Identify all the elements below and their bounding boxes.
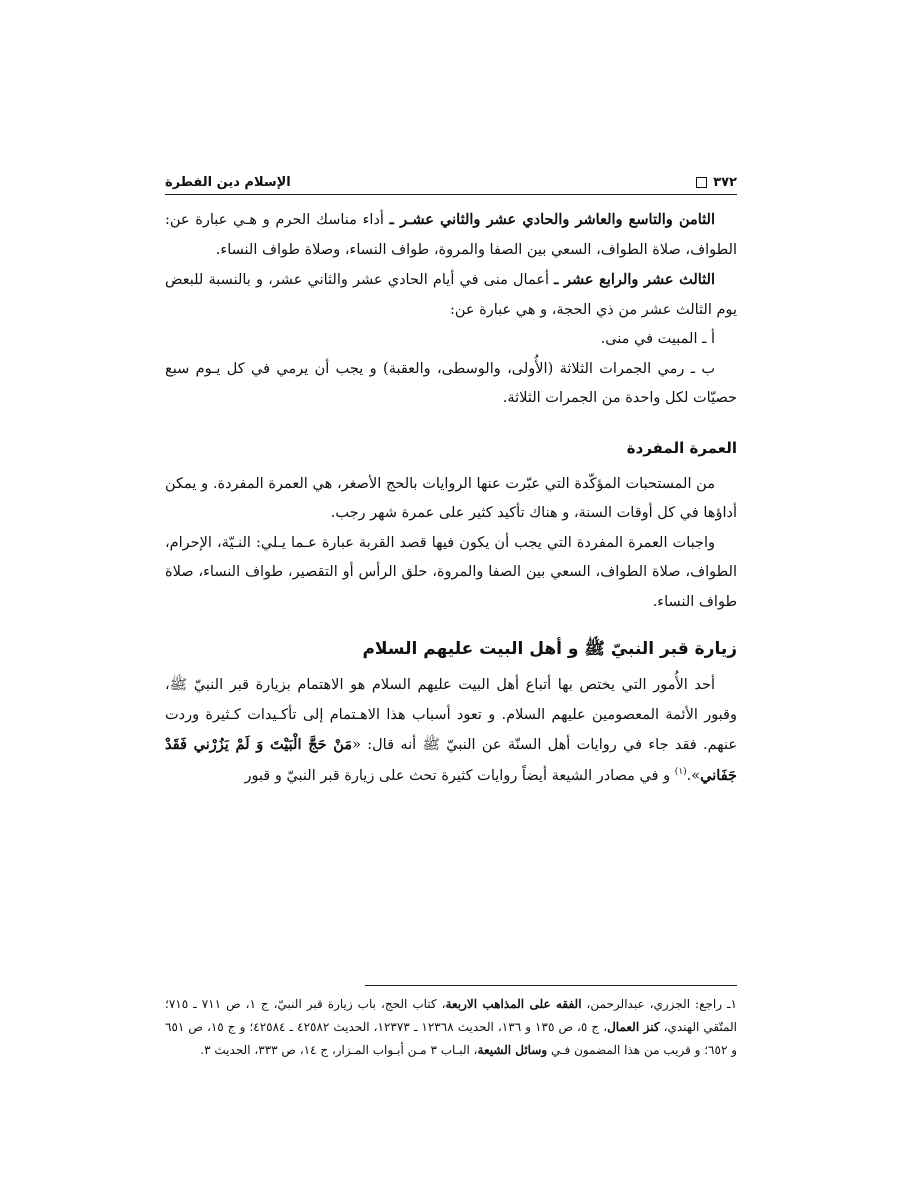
- footnote-book-title: وسائل الشيعة: [477, 1043, 548, 1057]
- paragraph-text: أعمال منى في أيام الحادي عشر والثاني عشر، و بالنسبة للبعض يوم الثالث عشر من ذي الحجة، و هي عبارة عن:: [165, 272, 737, 318]
- quote-close: ».: [686, 767, 701, 784]
- footnote-text: ١ـ راجع: الجزري، عبدالرحمن،: [581, 997, 737, 1011]
- footnote-text: ، ج ٥، ص ١٣٥ و ١٣٦، الحديث ١٢٣٦٨ ـ ١٢٣٧٣، الحديث ٤٢٥٨٢ ـ ٤٢٥٨٤؛ و ج ١٥، ص ٦٥١ و ٦٥٢؛ و قريب من هذا المضمون فـي: [165, 1020, 737, 1057]
- footnote-divider: [365, 985, 737, 986]
- paragraph-text: و في مصادر الشيعة أيضاً روايات كثيرة تحث على زيارة قبر النبيّ و قبور: [244, 767, 675, 784]
- main-text: [165, 205, 737, 791]
- paragraph-text: أحد الأُمور التي يختص بها أتباع أهل البيت عليهم السلام هو الاهتمام بزيارة قبر النبيّ ﷺ، وقبور الأئمة المعصومين عليهم السلام. و تعود أسباب هذا الاهـتمام إلى تأكـيدات كـثيرة وردت عنهم. فقد جاء في روايات أهل السنّة عن النبيّ ﷺ أنه قال: «: [165, 677, 737, 753]
- square-bullet-icon: [696, 177, 707, 188]
- list-item-b: ب ـ رمي الجمرات الثلاثة (الأُولى، والوسطى، والعقبة) و يجب أن يرمي في كل يـوم سبع حصيّات لكل واحدة من الجمرات الثلاثة.: [165, 360, 737, 406]
- list-item-a: أ ـ المبيت في منى.: [600, 331, 715, 347]
- footnote-1: [165, 993, 737, 1062]
- footnotes: [165, 993, 737, 1062]
- book-title: الإسلام دين الفطرة: [165, 175, 291, 190]
- running-header: [165, 166, 737, 195]
- footnote-text: ، البـاب ٣ مـن أبـواب المـزار، ج ١٤، ص ٣٣٣، الحديث ٣.: [200, 1043, 478, 1057]
- paragraph-days-13-14: [165, 265, 737, 325]
- page-number: ٣٧٢: [713, 175, 737, 190]
- paragraph-umrah-2: واجبات العمرة المفردة التي يجب أن يكون فيها قصد القربة عبارة عـما يـلي: النـيّة، الإحرام، الطواف، صلاة الطواف، السعي بين الصفا والمروة، حلق الرأس أو التقصير، طواف النساء، صلاة طواف النساء.: [165, 534, 737, 610]
- section-title-ziyarah: زيارة قبر النبيّ ﷺ و أهل البيت عليهم السلام: [362, 639, 737, 659]
- paragraph-text: أداء مناسك الحرم و هـي عبارة عن: الطواف، صلاة الطواف، السعي بين الصفا والمروة، طواف النساء، وصلاة طواف النساء.: [165, 212, 737, 258]
- section-title-umrah: العمرة المفردة: [626, 438, 737, 457]
- footnote-reference: (١): [674, 766, 687, 777]
- paragraph-ziyarah: [165, 671, 737, 791]
- hadith-quote: مَنْ حَجَّ الْبَيْتَ وَ لَمْ يَزُرْني فَقَدْ جَفَاني: [165, 736, 737, 784]
- paragraph-heading: الثامن والتاسع والعاشر والحادي عشر والثاني عشـر ـ: [389, 211, 715, 228]
- paragraph-heading: الثالث عشر والرابع عشر ـ: [554, 271, 716, 288]
- footnote-book-title: كنز العمال: [607, 1020, 660, 1034]
- footnote-text: ، كتاب الحج، باب زيارة قبر النبيّ، ج ١، ص ٧١١ ـ ٧١٥؛ المتّقي الهندي،: [165, 997, 737, 1034]
- paragraph-umrah-1: من المستحبات المؤكّدة التي عبّرت عنها الروايات بالحج الأصغر، هي العمرة المفردة. و يمكن أداؤها في كل أوقات السنة، و هناك تأكيد كثير على عمرة شهر رجب.: [165, 475, 737, 521]
- page-number-block: [696, 175, 737, 190]
- paragraph-days-8-12: [165, 205, 737, 265]
- footnote-book-title: الفقه على المذاهب الاربعة: [445, 997, 582, 1011]
